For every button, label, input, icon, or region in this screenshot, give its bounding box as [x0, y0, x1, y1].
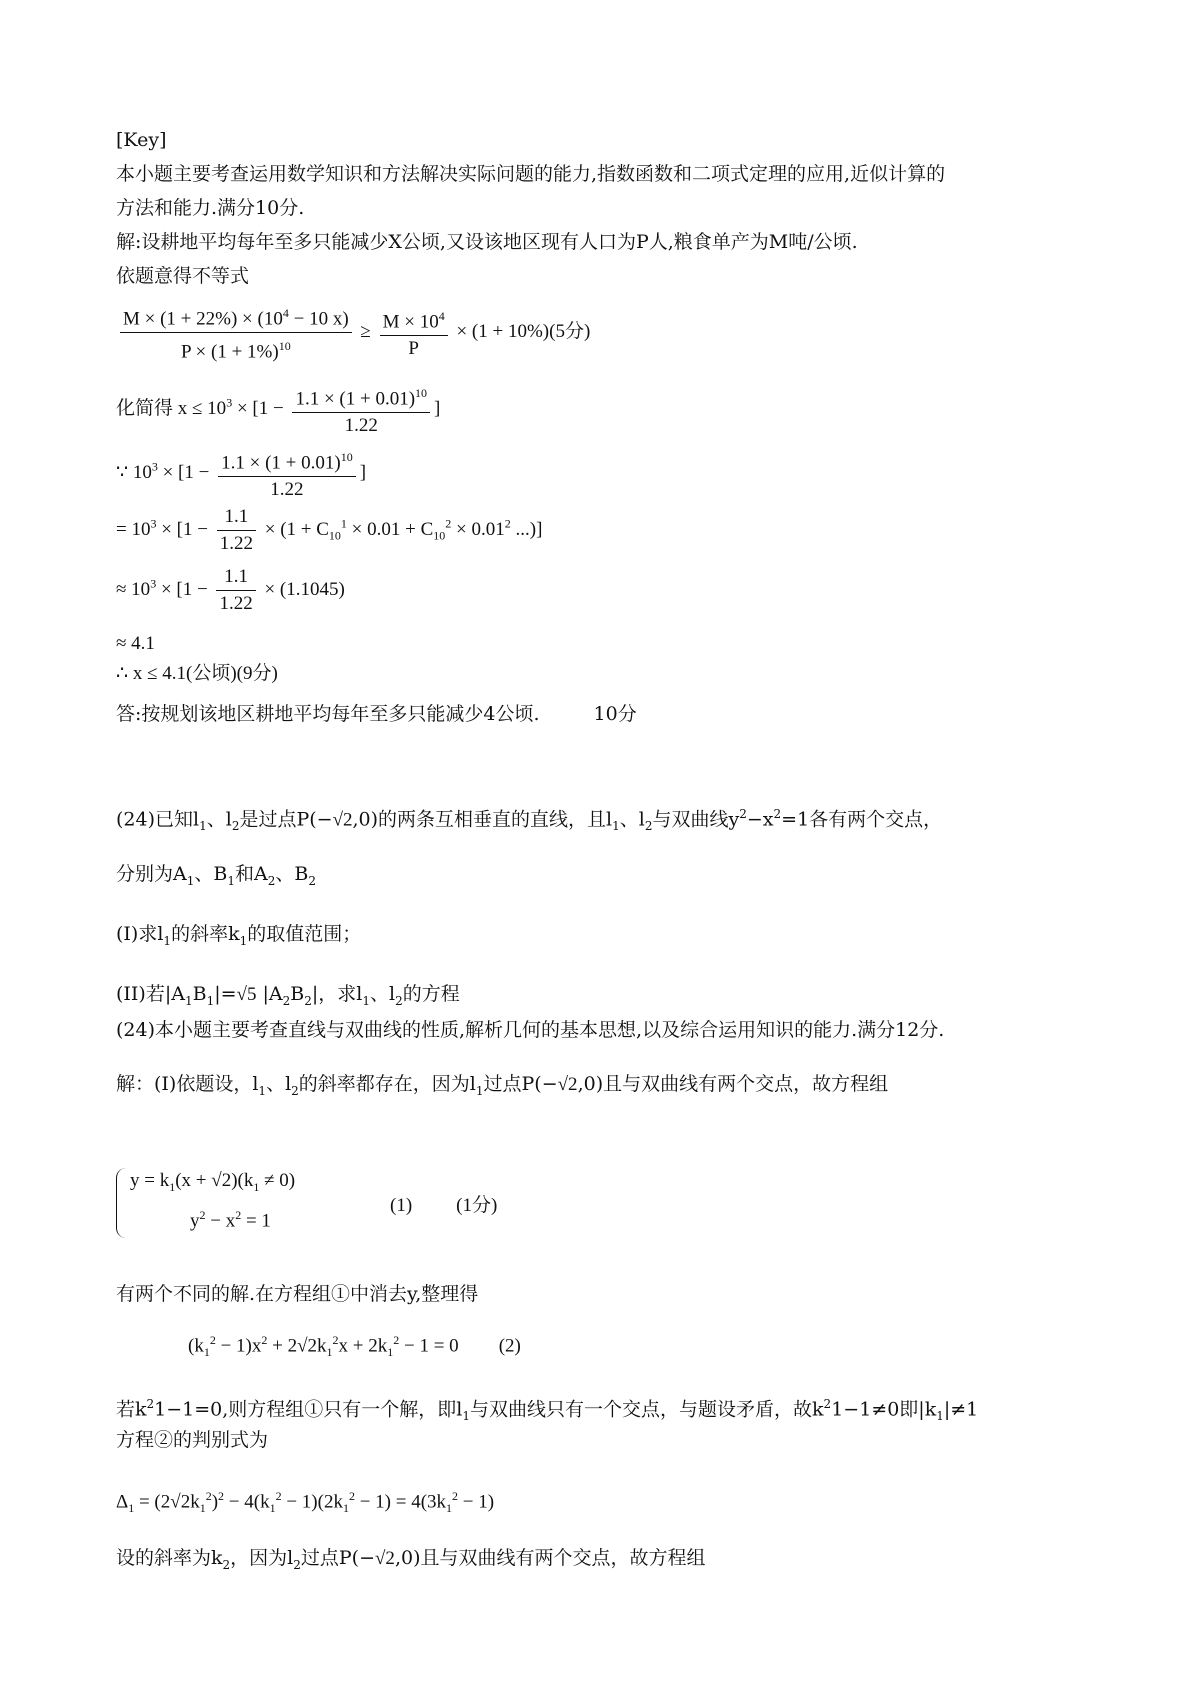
equation-2: $(k_1^2 - 1)x^2 + 2√2k_1^2x + 2k_1^2 - 1 = 0$ (2): [188, 1333, 521, 1360]
q24-part-1: (I)求$l_1$的斜率$k_1$的取值范围；: [116, 923, 362, 948]
therefore-line: ∴ x ≤ 4.1(公顷)(9分): [116, 663, 278, 684]
system-eq-1: $y = k_1(x + √2)(k_1 \ne 0)$: [130, 1170, 296, 1194]
rhs-numerator: $M \times 10^4$: [380, 303, 448, 336]
q24-solution-1: 解：(I)依题设，$l_1$、$l_2$的斜率都存在，因为$l_1$过点P(−√2,0)且与双曲线有两个交点，故方程组: [116, 1073, 889, 1098]
approx-line-2: ≈ 4.1: [116, 633, 155, 654]
discriminant-intro: 方程②的判别式为: [116, 1429, 269, 1451]
simplify-line: 化简得 $x \le 10^3 \times [1$ − $\frac{1.1 \times (1 + 0.01)^{10}}{1.22}$ ]: [116, 380, 440, 439]
q24-part-2: (II)若$|A_1B_1|=√5$ $|A_2B_2|$，求$l_1$、$l_2$的方程: [116, 983, 460, 1008]
intro-line-2: 方法和能力.满分10分.: [116, 197, 305, 219]
slope-k2-line: 设的斜率为$k_2$，因为$l_2$过点P(−√2,0)且与双曲线有两个交点，故方程组: [116, 1547, 706, 1572]
expand-line: = $10^3 \times [1$ − $\frac{1.1}{1.22}$ × ($1 + C_{10}^1 \times 0.01 + C_{10}^2 \times 0.01^2$ ...)]: [116, 506, 543, 554]
rhs-tail: × (1 + 10%)(5分): [456, 321, 591, 343]
answer-line: 答:按规划该地区耕地平均每年至多只能减少4公顷. 10分: [116, 703, 637, 725]
lhs-denominator: $P \times (1 + 1\%)^{10}$: [180, 339, 291, 363]
intro-line-1: 本小题主要考查运用数学知识和方法解决实际问题的能力,指数函数和二项式定理的应用,近似计算的: [116, 163, 946, 185]
key-heading: [Key]: [116, 129, 167, 151]
lhs-numerator: $M \times (1 + 22\%) \times (10^4 - 10$ x): [120, 300, 352, 333]
main-inequality: $\frac{M \times (1 + 22\%) \times (10^4 - 10 x)}{P \times (1 + 1\%)^{10}}$ ≥ $\frac{M \times 10^4}{P}$ × (1 + 10%)(5分): [116, 300, 590, 366]
eliminate-line: 有两个不同的解.在方程组①中消去y,整理得: [116, 1283, 479, 1305]
lhs-fraction: [120, 300, 352, 366]
solution-setup: 解:设耕地平均每年至多只能减少X公顷,又设该地区现有人口为P人,粮食单产为M吨/公顷.: [116, 231, 858, 253]
system-label: (1) (1分): [390, 1195, 498, 1216]
rhs-fraction: [380, 303, 448, 362]
because-line: ∵ $10^3 \times [1$ − $\frac{1.1 \times (1 + 0.01)^{10}}{1.22}$ ]: [116, 444, 366, 503]
rhs-denominator: P: [408, 338, 419, 360]
discriminant-equation: $\Delta_1 = (2√2k_1^2)^2 - 4(k_1^2 - 1)(2k_1^2 - 1) = 4(3k_1^2 - 1)$: [116, 1489, 495, 1516]
q24-statement-1: (24)已知$l_1$、$l_2$是过点P(−√2,0)的两条互相垂直的直线，且$l_1$、$l_2$与双曲线$y^2-x^2=1$各有两个交点，: [116, 807, 943, 834]
approx-line-1: ≈ $10^3 \times [1$ − $\frac{1.1}{1.22}$ × (1.1045): [116, 566, 345, 614]
inequality-intro: 依题意得不等式: [116, 265, 250, 287]
system-eq-2: $y^2 - x^2 = 1$: [190, 1208, 271, 1232]
q24-intro: (24)本小题主要考查直线与双曲线的性质,解析几何的基本思想,以及综合运用知识的能力.满分12分.: [116, 1019, 945, 1041]
q24-statement-2: 分别为$A_1$、$B_1$和$A_2$、$B_2$: [116, 863, 316, 888]
contradiction-line: 若$k^21-1=0$,则方程组①只有一个解，即$l_1$与双曲线只有一个交点，与题设矛盾，故$k^21-1\ne 0$即$|k_1|\ne 1$: [116, 1397, 979, 1424]
system-brace: [116, 1168, 131, 1238]
